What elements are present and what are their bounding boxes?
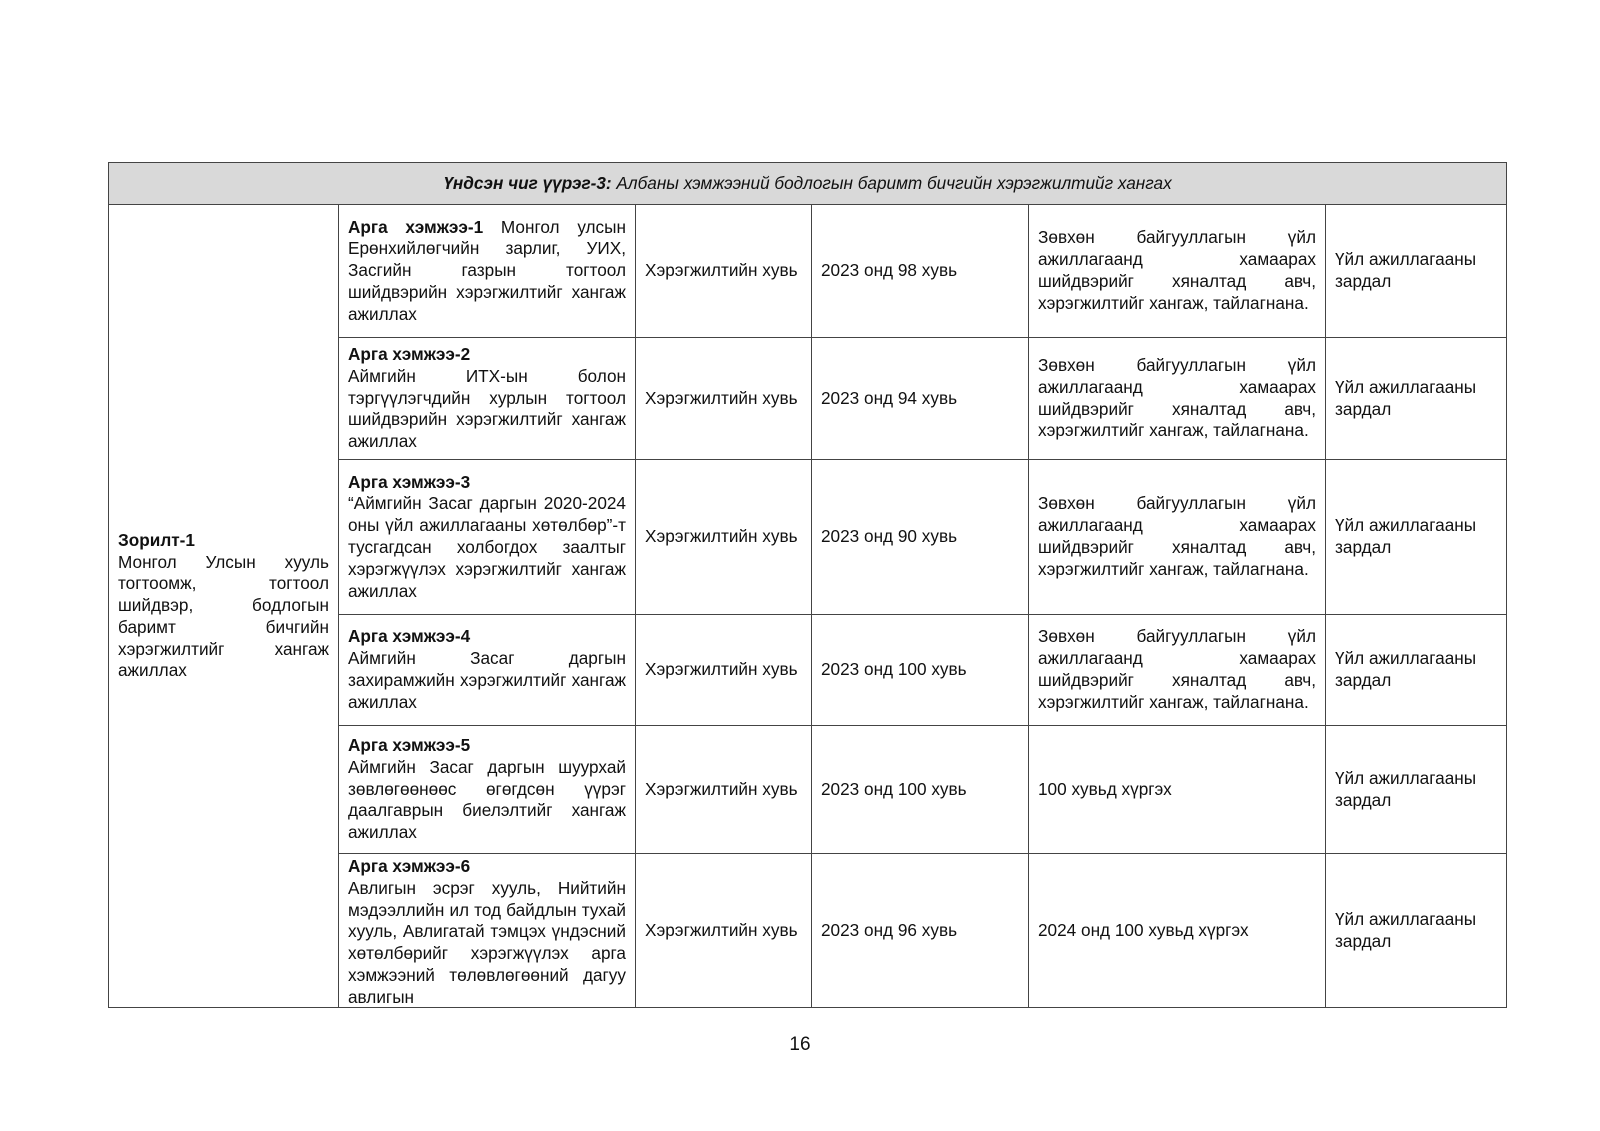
baseline-cell: 2023 онд 96 хувь	[812, 854, 1029, 1008]
funding-cell: Үйл ажиллагааны зардал	[1326, 854, 1507, 1008]
measure-text: Аймгийн ИТХ-ын болон тэргүүлэгчдийн хурлын тогтоол шийдвэрийн хэрэгжилтийг хангаж ажиллах	[348, 365, 626, 452]
measure-title: Арга хэмжээ-4	[348, 626, 471, 647]
indicator-cell: Хэрэгжилтийн хувь	[636, 854, 812, 1008]
section-heading-row	[109, 163, 1507, 205]
indicator-cell: Хэрэгжилтийн хувь	[636, 338, 812, 460]
measure-title: Арга хэмжээ-5	[348, 735, 471, 755]
baseline-cell: 2023 онд 100 хувь	[812, 726, 1029, 854]
baseline-cell: 2023 онд 94 хувь	[812, 338, 1029, 460]
measure-cell	[339, 460, 636, 615]
measure-cell	[339, 726, 636, 854]
measure-title: Арга хэмжээ-6	[348, 856, 471, 876]
measure-text: Аймгийн Засаг даргын захирамжийн хэрэгжилтийг хангаж ажиллах	[348, 648, 626, 712]
target-cell: 2024 онд 100 хувьд хүргэх	[1029, 854, 1326, 1008]
funding-cell: Үйл ажиллагааны зардал	[1326, 615, 1507, 726]
target-cell: Зөвхөн байгууллагын үйл ажиллагаанд хамаарах шийдвэрийг хяналтад авч, хэрэгжилтийг хангаж, тайлагнана.	[1029, 205, 1326, 338]
funding-cell: Үйл ажиллагааны зардал	[1326, 460, 1507, 615]
section-heading-label: Үндсэн чиг үүрэг-3:	[443, 172, 612, 193]
measure-cell	[339, 854, 636, 1008]
section-heading	[109, 163, 1507, 205]
measure-cell	[339, 205, 636, 338]
goal-title: Зорилт-1	[118, 529, 195, 550]
action-plan-table	[108, 162, 1507, 1008]
funding-cell: Үйл ажиллагааны зардал	[1326, 338, 1507, 460]
indicator-cell: Хэрэгжилтийн хувь	[636, 205, 812, 338]
section-heading-text: Албаны хэмжээний бодлогын баримт бичгийн хэрэгжилтийг хангах	[611, 172, 1172, 193]
measure-cell-content	[348, 856, 626, 1005]
target-cell: Зөвхөн байгууллагын үйл ажиллагаанд хамаарах шийдвэрийг хяналтад авч, хэрэгжилтийг хангаж, тайлагнана.	[1029, 615, 1326, 726]
goal-text: Монгол Улсын хууль тогтоомж, тогтоол шийдвэр, бодлогын баримт бичгийн хэрэгжилтийг хангаж ажиллах	[118, 551, 329, 681]
measure-text: Монгол улсын Ерөнхийлөгчийн зарлиг, УИХ, Засгийн газрын тогтоол шийдвэрийн хэрэгжилтийг хангаж ажиллах	[348, 216, 627, 324]
baseline-cell: 2023 онд 90 хувь	[812, 460, 1029, 615]
target-cell: 100 хувьд хүргэх	[1029, 726, 1326, 854]
indicator-cell: Хэрэгжилтийн хувь	[636, 726, 812, 854]
measure-cell	[339, 615, 636, 726]
measure-text: Аймгийн Засаг даргын шуурхай зөвлөгөөнөөс өгөгдсөн үүрэг даалгаврын биелэлтийг хангаж ажиллах	[348, 756, 626, 843]
funding-cell: Үйл ажиллагааны зардал	[1326, 205, 1507, 338]
baseline-cell: 2023 онд 98 хувь	[812, 205, 1029, 338]
funding-cell: Үйл ажиллагааны зардал	[1326, 726, 1507, 854]
measure-cell	[339, 338, 636, 460]
indicator-cell: Хэрэгжилтийн хувь	[636, 460, 812, 615]
page-number: 16	[789, 1034, 811, 1055]
measure-text: Авлигын эсрэг хууль, Нийтийн мэдээллийн ил тод байдлын тухай хууль, Авлигатай тэмцэх үндэсний хөтөлбөрийг хэрэгжүүлэх арга хэмжээний төлөвлөгөөний дагуу авлигын	[348, 877, 626, 1005]
goal-cell	[109, 205, 339, 1008]
measure-text: “Аймгийн Засаг даргын 2020-2024 оны үйл ажиллагааны хөтөлбөр”-т тусгагдсан холбогдох заалтыг хэрэгжүүлэх хэрэгжилтийг хангаж ажиллах	[348, 493, 626, 601]
baseline-cell: 2023 онд 100 хувь	[812, 615, 1029, 726]
indicator-cell: Хэрэгжилтийн хувь	[636, 615, 812, 726]
measure-title: Арга хэмжээ-3	[348, 471, 471, 492]
target-cell: Зөвхөн байгууллагын үйл ажиллагаанд хамаарах шийдвэрийг хяналтад авч, хэрэгжилтийг хангаж, тайлагнана.	[1029, 460, 1326, 615]
table-row	[109, 205, 1507, 338]
target-cell: Зөвхөн байгууллагын үйл ажиллагаанд хамаарах шийдвэрийг хяналтад авч, хэрэгжилтийг хангаж, тайлагнана.	[1029, 338, 1326, 460]
measure-title: Арга хэмжээ-2	[348, 344, 471, 364]
measure-title: Арга хэмжээ-1	[348, 216, 484, 237]
